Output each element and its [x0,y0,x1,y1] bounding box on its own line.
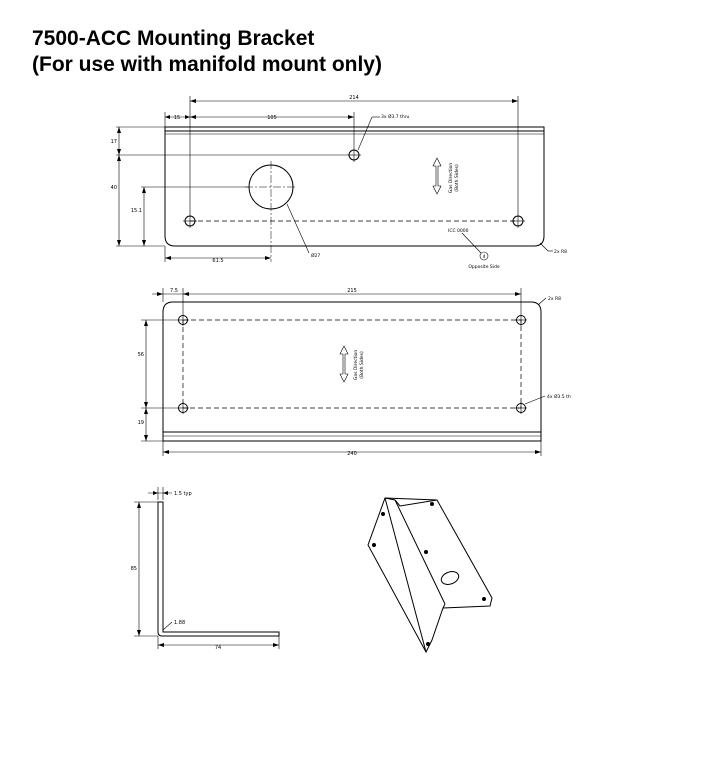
side-dim-base: 74 [214,645,222,651]
dim-overall-hole-span: 214 [349,95,359,101]
middle-view [138,288,571,457]
dim-big-hole-x: 61.5 [212,258,224,264]
top-hole-upper [347,148,361,162]
callout-opposite-side: Opposite Side [468,265,500,270]
iso-corner [443,604,445,608]
side-profile [158,502,279,636]
iso-hole [430,502,434,506]
middle-flow-label-1: Gas Direction [354,349,359,381]
middle-hole-pattern [183,320,521,408]
callout-corner-top: 2x R8 [554,250,567,255]
note-symbol: 4 [482,255,486,260]
iso-hole [372,543,376,547]
middle-dim-overall-length: 240 [347,451,357,457]
middle-plate-outline [163,302,541,441]
side-dim-thickness: 1.5 typ [174,491,192,497]
top-flow-arrow [433,158,441,194]
side-dim-height: 85 [130,566,137,572]
top-view [111,95,567,270]
middle-dim-hole-y-span: 56 [137,352,144,358]
iso-hole [424,550,428,554]
leader-corner [538,298,546,305]
top-centerline-label: ICC 0000 [448,229,469,234]
middle-callout-corner: 2x R8 [548,297,561,302]
top-large-hole [245,161,297,262]
side-callout-radius: 1.88 [174,620,186,626]
middle-callout-holes: 4x Ø3.5 th [547,395,571,400]
middle-flow-arrow [340,346,348,382]
middle-dim-left-offset: 7.5 [170,288,178,294]
leader-corner [540,243,548,251]
iso-hole [426,642,430,646]
iso-outline [368,498,492,652]
title-line-1: 7500-ACC Mounting Bracket [32,27,315,50]
top-hole-right [511,214,525,228]
iso-large-hole [439,569,460,586]
title-line-2: (For use with manifold mount only) [32,53,382,76]
top-hole-left [183,214,197,228]
top-plate-outline [165,127,544,246]
middle-dim-hole-span: 215 [347,288,357,294]
leader-opposite-side [462,233,481,253]
middle-hole-tr [515,314,527,326]
iso-hole [381,512,385,516]
callout-big-hole: Ø27 [311,254,321,259]
callout-top-hole: 3x Ø3.7 thru [381,115,410,120]
isometric-view [368,498,492,652]
dim-left-offset: 15 [173,115,181,121]
middle-hole-bl [177,402,189,414]
middle-dim-bottom-offset: 19 [137,420,144,426]
dim-top-hole-x: 105 [267,115,277,121]
dim-top-hole-y: 17 [110,139,117,145]
leader-holes [525,396,545,404]
dim-hole-row-y: 15.1 [130,208,142,214]
leader-top-hole [358,117,372,150]
side-view [131,487,279,651]
middle-hole-tl [177,314,189,326]
top-flow-label-1: Gas Direction [449,162,454,194]
iso-fold-edge-2 [395,500,445,604]
middle-flow-label-2: (Both Sides) [360,351,365,379]
iso-hole [482,597,486,601]
top-flow-label-2: (Both Sides) [455,164,460,192]
dim-height: 40 [110,185,117,191]
leader-radius [163,622,172,630]
